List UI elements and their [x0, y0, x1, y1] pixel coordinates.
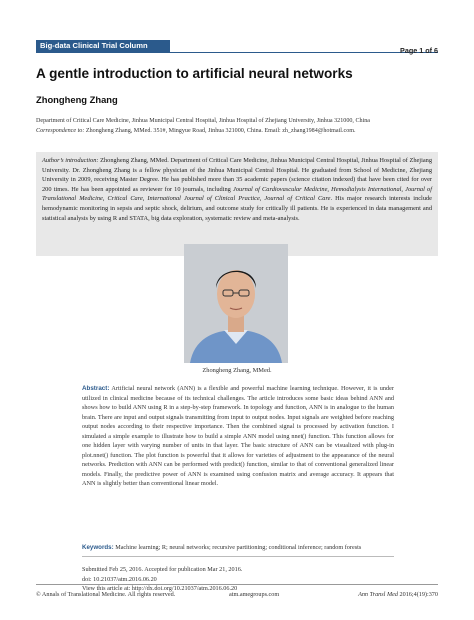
- keywords-rule: [82, 556, 394, 557]
- intro-lead: Author’s introduction:: [42, 157, 99, 164]
- copyright: © Annals of Translational Medicine. All rights reserved.: [36, 591, 176, 598]
- author-name: Zhongheng Zhang: [36, 94, 118, 105]
- keywords-text: Machine learning; R; neural networks; recursive partitioning; conditional inference; random forests: [115, 544, 362, 551]
- submission-info: [82, 565, 242, 594]
- article-title: A gentle introduction to artificial neural networks: [36, 66, 353, 81]
- header-rule: [36, 52, 438, 53]
- correspondence-text: Zhongheng Zhang, MMed. 351#, Mingyue Road, Jinhua 321000, China. Email: zh_zhang1984@hotmail.com.: [85, 128, 356, 134]
- affiliation: Department of Critical Care Medicine, Jinhua Municipal Central Hospital, Jinhua Hospital of Zhejiang University, Jinhua 321000, China: [36, 118, 371, 124]
- article-link[interactable]: View this article at: http://dx.doi.org/10.21037/atm.2016.06.20: [82, 585, 238, 592]
- issue-info: 2016;4(19):370: [399, 591, 438, 598]
- intro-text-2: . His major research interests include hemodynamic monitoring in sepsis and septic shock, delirium, and outcome study for critically ill patients. He is experienced in data management and statistical analysis by using R and STATA, big data exploration, systematic review and meta-analysis.: [42, 195, 432, 222]
- citation: [358, 591, 438, 598]
- abstract: [82, 384, 394, 489]
- intro-text-1: Zhongheng Zhang, MMed. Department of Critical Care Medicine, Jinhua Municipal Central Hospital, Jinhua Hospital of Zhejiang University. Dr. Zhongheng Zhang is a fellow physician of the Jinhua Municipal Central Hospital. He graduated from School of Medicine, Zhejiang University in 2009, receiving Master Degree. He has published more than 35 academic papers (science citation indexed) that have been cited for over 200 times. He has been appointed as reviewer for 10 journals, including: [42, 157, 432, 193]
- footer-rule: [36, 584, 438, 585]
- journal-site-link[interactable]: atm.amegroups.com: [229, 591, 280, 598]
- photo-caption: Zhongheng Zhang, MMed.: [202, 367, 272, 374]
- abstract-label: Abstract:: [82, 385, 110, 392]
- column-tab: Big-data Clinical Trial Column: [36, 40, 170, 52]
- intro-journals: Journal of Cardiovascular Medicine, Hemodialysis International, Journal of Translational Medicine, Critical Care, International Journal of Clinical Practice, Journal of Critical Care: [42, 185, 432, 203]
- keywords-label: Keywords:: [82, 544, 114, 551]
- abstract-text: Artificial neural network (ANN) is a flexible and powerful machine learning technique. However, it is under utilized in clinical medicine because of its technical challenges. The article introduces some basic ideas behind ANN and shows how to build ANN using R in a step-by-step framework. In topology and function, ANN is in analogue to the human brain. There are input and output signals transmitting from input to output nodes. Input signals are weighted before reaching output nodes according to their respective importance. Then the combined signal is processed by activation function. I simulated a simple example to illustrate how to build a simple ANN model using nnet() function. This function allows for one hidden layer with varying number of units in that layer. The basic structure of ANN can be visualized with plug-in plot.nnet() function. The plot function is powerful that it allows for varieties of adjustment to the appearance of the neural networks. Prediction with ANN can be performed with predict() function, similar to that of conventional generalized linear models. Finally, the predictive power of ANN is examined using confusion matrix and average accuracy. It appears that ANN is slightly better than conventional linear model.: [82, 385, 394, 487]
- journal-name: Ann Transl Med: [358, 591, 398, 598]
- author-introduction: [36, 152, 438, 256]
- page-number: Page 1 of 6: [400, 46, 438, 55]
- affiliation-block: [36, 116, 440, 136]
- author-photo: [184, 244, 288, 363]
- doi: doi: 10.21037/atm.2016.06.20: [82, 575, 157, 583]
- correspondence-label: Correspondence to:: [36, 128, 85, 134]
- correspondence: [36, 126, 440, 136]
- author-portrait-icon: [184, 244, 288, 363]
- keywords: [82, 543, 394, 552]
- submission-dates: Submitted Feb 25, 2016. Accepted for publication Mar 21, 2016.: [82, 566, 243, 573]
